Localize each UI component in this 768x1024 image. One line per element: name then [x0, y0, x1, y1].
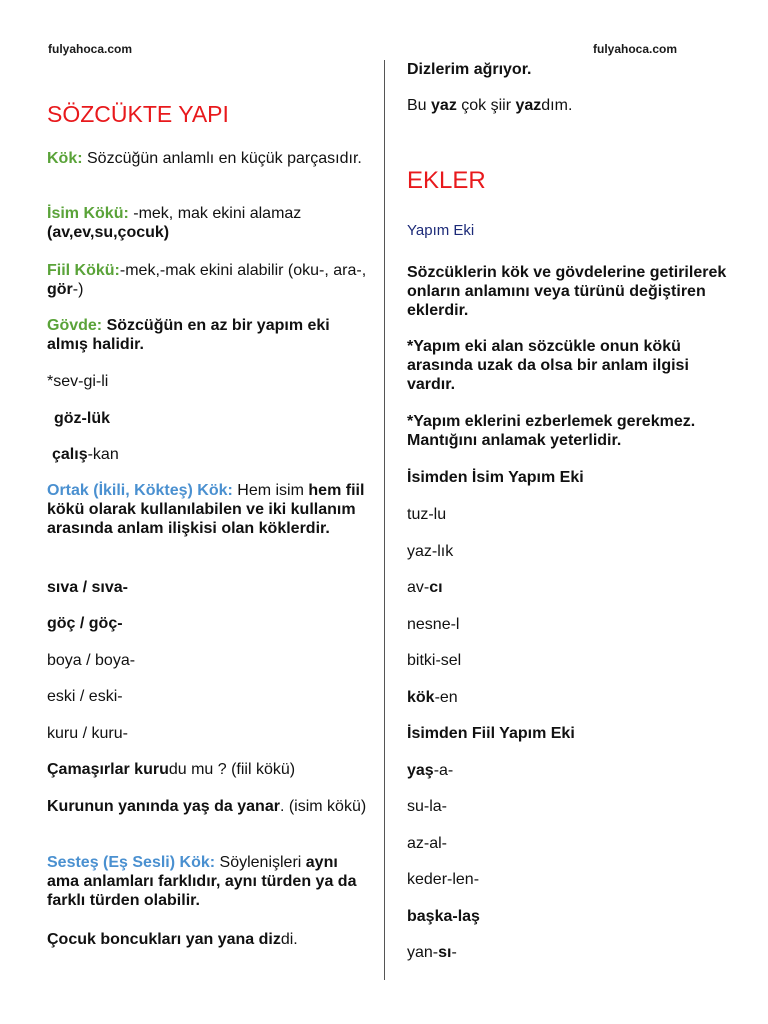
ortak-kok-text-bold: hem fiil kökü olarak kullanılabilen ve iki kullanım arasında anlam ilişkisi olan köklerdir.	[47, 482, 365, 537]
if-example-sula: su-la-	[407, 798, 448, 815]
avci-root: av-	[407, 579, 430, 596]
isim-koku-examples: (av,ev,su,çocuk)	[47, 224, 170, 241]
camasir-part-a: Çamaşırlar	[47, 761, 135, 778]
ortak-kok-text: Hem isim	[232, 482, 309, 499]
sestes-kok-definition	[47, 853, 372, 910]
ii-example-tuzlu: tuz-lu	[407, 506, 447, 523]
yapim-eki-heading: Yapım Eki	[407, 222, 475, 239]
fiil-koku-definition	[47, 261, 372, 299]
sentence-cocuk	[47, 930, 372, 949]
govde-definition	[47, 316, 372, 354]
column-divider	[384, 60, 385, 980]
yapim-eki-note-2: *Yapım eklerini ezberlemek gerekmez. Mantığını anlamak yeterlidir.	[407, 413, 696, 449]
page-title: SÖZCÜKTE YAPI	[47, 101, 229, 127]
header-left-site: fulyahoca.com	[48, 42, 133, 56]
ekler-title: EKLER	[407, 167, 486, 194]
header-right-site: fulyahoca.com	[593, 42, 678, 56]
yansi-suffix: sı	[438, 944, 452, 961]
yansi-root: yan-	[407, 944, 439, 961]
example-siva: sıva / sıva-	[47, 579, 128, 596]
diz-part-a: Diz	[407, 61, 431, 78]
ii-example-yazlik: yaz-lık	[407, 543, 454, 560]
if-example-yasa	[407, 761, 737, 780]
ii-example-avci	[407, 578, 737, 597]
yansi-dash: -	[451, 944, 457, 961]
sentence-dizlerim	[407, 60, 737, 79]
if-example-baskalas: başka-laş	[407, 908, 480, 925]
diz-part-b: lerim ağrıyor.	[431, 61, 532, 78]
avci-suffix: cı	[429, 579, 443, 596]
koken-suffix: -en	[434, 689, 458, 706]
isim-koku-label: İsim Kökü:	[47, 205, 129, 222]
yasa-suffix: -a-	[433, 762, 454, 779]
sestes-kok-text-bold: aynı ama anlamları farklıdır, aynı türden ya da farklı türden olabilir.	[47, 854, 357, 909]
ii-example-koken	[407, 688, 737, 707]
fiil-koku-text-end: -)	[72, 281, 84, 298]
sestes-kok-label: Sesteş (Eş Sesli) Kök:	[47, 854, 216, 871]
kok-text: Sözcüğün anlamlı en küçük parçasıdır.	[82, 150, 362, 167]
sentence-kurunun	[47, 797, 372, 816]
if-example-yansi	[407, 943, 737, 962]
example-caliskan	[52, 445, 372, 464]
yaz-part-d: yaz	[515, 97, 542, 114]
yaz-part-b: yaz	[431, 97, 457, 114]
example-sevgili: *sev-gi-li	[47, 373, 109, 390]
fiil-koku-text: -mek,-mak ekini alabilir (oku-, ara-,	[119, 262, 367, 279]
example-kuru: kuru / kuru-	[47, 725, 128, 742]
yaz-part-a: Bu	[407, 97, 432, 114]
kurunun-part-a: Kuru	[47, 798, 85, 815]
ii-example-nesnel: nesne-l	[407, 616, 460, 633]
yaz-part-e: dım.	[541, 97, 573, 114]
ortak-kok-label: Ortak (İkili, Kökteş) Kök:	[47, 482, 233, 499]
govde-label: Gövde:	[47, 317, 103, 334]
kurunun-part-c: . (isim kökü)	[279, 798, 367, 815]
cocuk-part-b: diz	[258, 931, 281, 948]
if-example-kederlen: keder-len-	[407, 871, 480, 888]
fiil-koku-gor: gör	[47, 281, 73, 298]
isimden-isim-heading: İsimden İsim Yapım Eki	[407, 469, 584, 486]
isim-koku-text: -mek, mak ekini alamaz	[128, 205, 302, 222]
kok-definition	[47, 149, 372, 168]
cocuk-part-c: di.	[280, 931, 298, 948]
example-goc: göç / göç-	[47, 615, 123, 632]
koken-root: kök	[407, 689, 435, 706]
isim-koku-definition	[47, 204, 372, 242]
if-example-azal: az-al-	[407, 835, 448, 852]
ii-example-bitkisel: bitki-sel	[407, 652, 462, 669]
yapim-eki-definition: Sözcüklerin kök ve gövdelerine getirilerek onların anlamını veya türünü değiştiren eklerdir.	[407, 264, 727, 319]
yaz-part-c: çok şiir	[456, 97, 516, 114]
isimden-fiil-heading: İsimden Fiil Yapım Eki	[407, 725, 575, 742]
kurunun-part-b: nun yanında yaş da yanar	[84, 798, 280, 815]
camasir-part-b: kuru	[134, 761, 169, 778]
yasa-root: yaş	[407, 762, 434, 779]
yapim-eki-note-1: *Yapım eki alan sözcükle onun kökü arasında uzak da olsa bir anlam ilgisi vardır.	[407, 338, 689, 393]
cocuk-part-a: Çocuk boncukları yan yana	[47, 931, 259, 948]
sestes-kok-text: Söylenişleri	[215, 854, 306, 871]
govde-text: Sözcüğün en az bir yapım eki almış halidir.	[47, 317, 330, 353]
ortak-kok-definition	[47, 481, 372, 538]
example-calis: çalış	[52, 446, 88, 463]
sentence-yaz	[407, 96, 737, 115]
sentence-camasir	[47, 760, 372, 779]
example-eski: eski / eski-	[47, 688, 123, 705]
fiil-koku-label: Fiil Kökü:	[47, 262, 120, 279]
example-boya: boya / boya-	[47, 652, 136, 669]
example-gozluk: göz-lük	[54, 410, 110, 427]
example-calis-suffix: -kan	[87, 446, 119, 463]
kok-label: Kök:	[47, 150, 83, 167]
camasir-part-c: du mu ? (fiil kökü)	[168, 761, 296, 778]
